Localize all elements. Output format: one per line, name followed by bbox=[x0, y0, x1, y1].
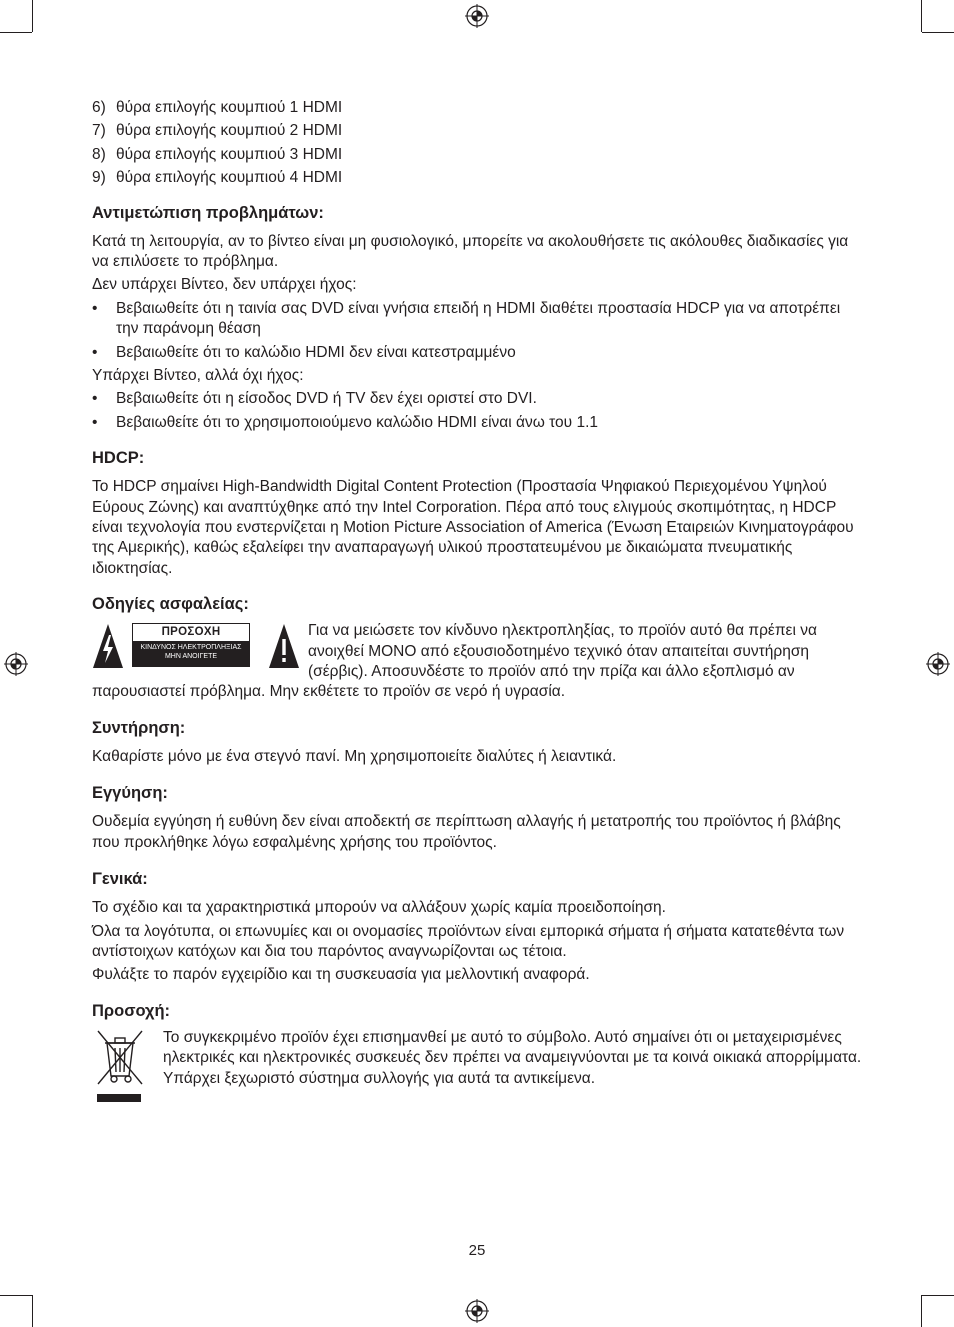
crop-mark bbox=[922, 32, 954, 33]
list-item: 9) θύρα επιλογής κουμπιού 4 HDMI bbox=[92, 169, 343, 187]
crop-mark bbox=[0, 32, 32, 33]
caution-label-box: ΠΡΟΣΟΧΗ ΚΙΝΔΥΝΟΣ ΗΛΕΚΤΡΟΠΛΗΞΙΑΣ ΜΗΝ ΑΝΟΙΓΕΤΕ bbox=[132, 623, 250, 667]
general-text-1: Το σχέδιο και τα χαρακτηριστικά μπορούν να αλλάξουν χωρίς καμία προειδοποίηση. bbox=[92, 899, 666, 917]
safety-text: Για να μειώσετε τον κίνδυνο ηλεκτροπληξίας, το προϊόν αυτό θα πρέπει να ανοιχθεί ΜΟΝΟ από εξουσιοδοτημένο τεχνικό όταν απαιτείται συντήρηση (σέρβις). Αποσυνδέστε το προϊόν από την πρίζα και άλλο εξοπλισμό αν παρουσιαστεί πρόβλημα. Μην εκθέτετε το προϊόν σε νερό ή υγρασία. bbox=[92, 622, 817, 701]
registration-mark-icon bbox=[4, 652, 28, 676]
safety-block bbox=[92, 621, 862, 703]
bullet-item: • Βεβαιωθείτε ότι η ταινία σας DVD είναι γνήσια επειδή η HDMI διαθέτει προστασία HDCP για να αποτρέπει την παράνομη θέαση bbox=[92, 299, 841, 338]
registration-mark-icon bbox=[465, 1299, 489, 1323]
general-text-3: Φυλάξτε το παρόν εγχειρίδιο και τη συσκευασία για μελλοντική αναφορά. bbox=[92, 966, 590, 984]
page-number: 25 bbox=[468, 1242, 486, 1259]
bullet-item: • Βεβαιωθείτε ότι η είσοδος DVD ή TV δεν έχει οριστεί στο DVI. bbox=[92, 390, 537, 408]
crop-mark bbox=[0, 1295, 32, 1296]
caution-text: Το συγκεκριμένο προϊόν έχει επισημανθεί με αυτό το σύμβολο. Αυτό σημαίνει ότι οι μεταχειρισμένες ηλεκτρικές και ηλεκτρονικές συσκευές δεν πρέπει να αναμειγνύονται με τα κοινά οικιακά απορρίμματα. Υπάρχει ξεχωριστό σύστημα συλλογής για αυτά τα αντικείμενα. bbox=[163, 1028, 862, 1087]
crop-mark bbox=[921, 1295, 922, 1327]
list-item: 8) θύρα επιλογής κουμπιού 3 HDMI bbox=[92, 145, 343, 163]
exclamation-warning-icon bbox=[268, 623, 300, 669]
weee-crossed-bin-icon bbox=[95, 1028, 145, 1108]
safety-heading: Οδηγίες ασφαλείας: bbox=[92, 595, 249, 614]
hdcp-heading: HDCP: bbox=[92, 449, 145, 468]
maintenance-text: Καθαρίστε μόνο με ένα στεγνό πανί. Μη χρησιμοποιείτε διαλύτες ή λειαντικά. bbox=[92, 747, 617, 765]
hdcp-text: Το HDCP σημαίνει High-Bandwidth Digital Content Protection (Προστασία Ψηφιακού Περιεχομένου Υψηλού Εύρους Ζώνης) και αναπτύχθηκε από την Intel Corporation. Πέρα από τους ελιγμούς σκοπιμότητας, η HDCP είναι τεχνολογία που ενστερνίζεται η Motion Picture Association of America (Ένωση Εταιρειών Κινηματογράφου της Αμερικής), καθώς εξαλείφει την αναπαραγωγή υλικού προστατευμένου με δικαιώματα πνευματικής ιδιοκτησίας. bbox=[92, 478, 854, 577]
general-text-2: Όλα τα λογότυπα, οι επωνυμίες και οι ονομασίες προϊόντων είναι εμπορικά σήματα ή σήματα κατατεθέντα των αντίστοιχων κατόχων και δια του παρόντος αναγνωρίζονται ως τέτοια. bbox=[92, 922, 845, 960]
troubleshooting-case-2: Υπάρχει Βίντεο, αλλά όχι ήχος: bbox=[92, 367, 304, 384]
crop-mark bbox=[921, 0, 922, 32]
troubleshooting-heading: Αντιμετώπιση προβλημάτων: bbox=[92, 203, 324, 222]
list-item: 6) θύρα επιλογής κουμπιού 1 HDMI bbox=[92, 99, 343, 116]
hdmi-port-list bbox=[92, 96, 862, 190]
maintenance-heading: Συντήρηση: bbox=[92, 718, 186, 737]
troubleshooting-intro: Κατά τη λειτουργία, αν το βίντεο είναι μη φυσιολογικό, μπορείτε να ακολουθήσετε τις ακόλουθες διαδικασίες για να επιλύσετε το πρόβλημα. bbox=[92, 232, 849, 270]
registration-mark-icon bbox=[465, 4, 489, 28]
bullet-item: • Βεβαιωθείτε ότι το καλώδιο HDMI δεν είναι κατεστραμμένο bbox=[92, 343, 516, 361]
page-content bbox=[92, 96, 862, 1108]
list-item: 7) θύρα επιλογής κουμπιού 2 HDMI bbox=[92, 122, 343, 140]
crop-mark bbox=[32, 1295, 33, 1327]
general-heading: Γενικά: bbox=[92, 870, 148, 889]
warranty-text: Ουδεμία εγγύηση ή ευθύνη δεν είναι αποδεκτή σε περίπτωση αλλαγής ή μετατροπής του προϊόντος ή βλάβης που προκλήθηκε λόγω εσφαλμένης χρήσης του προϊόντος. bbox=[92, 813, 841, 851]
crop-mark bbox=[32, 0, 33, 32]
registration-mark-icon bbox=[926, 652, 950, 676]
caution-label bbox=[92, 623, 302, 673]
caution-block bbox=[92, 1028, 862, 1089]
caution-heading: Προσοχή: bbox=[92, 1001, 171, 1020]
crop-mark bbox=[922, 1295, 954, 1296]
electric-shock-warning-icon bbox=[92, 623, 124, 669]
bullet-item: • Βεβαιωθείτε ότι το χρησιμοποιούμενο καλώδιο HDMI είναι άνω του 1.1 bbox=[92, 413, 598, 431]
troubleshooting-case-1: Δεν υπάρχει Βίντεο, δεν υπάρχει ήχος: bbox=[92, 276, 357, 294]
warranty-heading: Εγγύηση: bbox=[92, 784, 168, 803]
